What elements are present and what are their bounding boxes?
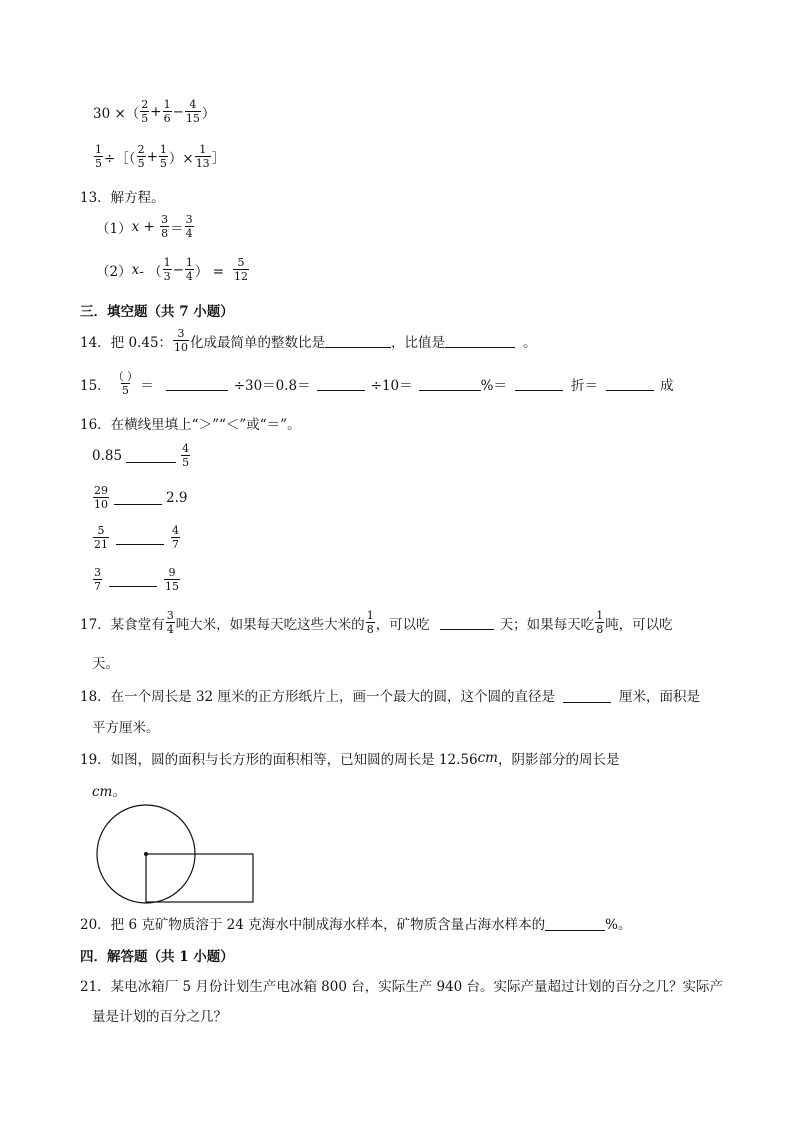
label: （1） (96, 220, 132, 237)
answer-blank[interactable] (515, 376, 563, 391)
text: ÷［（ (104, 150, 136, 167)
answer-blank[interactable] (116, 530, 164, 545)
plus-sign: + (150, 103, 162, 120)
fraction: $\frac{1}{8}$ (366, 609, 374, 636)
compare-row-3 (92, 524, 181, 551)
fraction: $\frac{4}{15}$ (185, 98, 200, 125)
fraction: $\frac{2}{5}$ (141, 98, 149, 125)
question-14: 14．把 0.45： $\frac{3}{10}$ 化成最简单的整数比是 ，比值是 。 (80, 327, 537, 354)
fraction: $\frac{3}{8}$ (161, 213, 169, 240)
answer-blank[interactable] (563, 688, 611, 703)
fraction: $\frac{29}{10}$ (94, 484, 108, 511)
answer-blank[interactable] (109, 572, 157, 587)
variable: x (131, 261, 140, 278)
minus-sign: − (172, 103, 184, 120)
center-point (144, 852, 148, 856)
label: （2） (96, 263, 132, 280)
fraction: $\frac{1}{3}$ (163, 256, 171, 283)
question-17: 17．某食堂有 $\frac{3}{4}$ 吨大米，如果每天吃这些大米的 $\frac{1}{8}$ ，可以吃 天；如果每天吃 $\frac{1}{8}$ 吨，可以吃 (80, 609, 673, 636)
unit: cm (477, 750, 498, 766)
text: ］ (211, 150, 226, 167)
answer-blank[interactable] (126, 448, 176, 463)
question-18-continued: 平方厘米。 (92, 720, 160, 736)
question-21-continued: 量是计划的百分之几？ (92, 1009, 227, 1025)
text: 30 ×（ (93, 105, 140, 122)
answer-blank[interactable] (325, 333, 391, 348)
equation-2: （2） x - （ $\frac{1}{3}$ − $\frac{1}{4}$ ） = $\frac{5}{12}$ (96, 256, 248, 283)
equation-1: （1） x + $\frac{3}{8}$ ＝ $\frac{3}{4}$ (96, 213, 193, 240)
fraction: $\frac{5}{12}$ (234, 256, 248, 283)
question-19: 19．如图，圆的面积与长方形的面积相等，已知圆的周长是 12.56 cm ，阴影部分的周长是 (80, 750, 620, 768)
compare-row-2: $\frac{29}{10}$ 2.9 (94, 484, 188, 511)
answer-blank[interactable] (419, 376, 481, 391)
fraction: $\frac{3}{7}$ (94, 566, 101, 593)
question-21: 21．某电冰箱厂 5 月份计划生产电冰箱 800 台，实际生产 940 台。实际产量超过计划的百分之几？实际产 (80, 979, 724, 995)
fraction: $\frac{3}{4}$ (185, 213, 193, 240)
fraction: $\frac{1}{6}$ (163, 98, 171, 125)
calc-expression-2 (93, 143, 225, 170)
fraction: $\frac{3}{10}$ (174, 327, 189, 354)
variable: x (131, 218, 140, 235)
fraction: $\frac{9}{15}$ (165, 566, 179, 593)
fraction: $\frac{5}{21}$ (94, 524, 108, 551)
question-15: 15． $\frac{( )}{5}$ ＝ ÷30＝0.8＝ ÷10＝ %＝ 折＝ 成 (80, 370, 674, 397)
question-17-continued: 天。 (92, 656, 119, 672)
fraction: $\frac{4}{7}$ (172, 524, 179, 551)
question-18: 18．在一个周长是 32 厘米的正方形纸片上，画一个最大的圆，这个圆的直径是 厘米，面积是 (80, 689, 700, 705)
answer-blank[interactable] (114, 490, 162, 505)
fraction: $\frac{1}{5}$ (95, 143, 102, 170)
answer-blank[interactable] (545, 916, 605, 931)
calc-expression-1 (93, 98, 215, 125)
section-heading-3: 三．填空题（共 7 小题） (80, 304, 234, 320)
question-19-continued: cm。 (92, 784, 126, 800)
text: ）× (168, 150, 194, 167)
fraction: $\frac{4}{5}$ (182, 442, 190, 469)
fraction: $\frac{1}{13}$ (195, 143, 210, 170)
answer-blank[interactable] (440, 615, 494, 630)
fraction: $\frac{3}{4}$ (166, 609, 174, 636)
answer-blank[interactable] (317, 376, 365, 391)
rectangle-shape (146, 854, 253, 902)
compare-row-4 (92, 566, 181, 593)
question-20: 20．把 6 克矿物质溶于 24 克海水中制成海水样本，矿物质含量占海水样本的 %。 (80, 917, 632, 933)
question-13-title: 13．解方程。 (80, 190, 165, 206)
fraction: $\frac{1}{8}$ (596, 609, 604, 636)
plus-sign: + (146, 148, 158, 165)
text: ） (201, 105, 216, 122)
fraction: $\frac{( )}{5}$ (112, 370, 139, 397)
fraction: $\frac{1}{4}$ (185, 256, 193, 283)
answer-blank[interactable] (606, 376, 654, 391)
answer-blank[interactable] (445, 333, 515, 348)
fraction: $\frac{1}{5}$ (159, 143, 167, 170)
answer-blank[interactable] (166, 376, 228, 391)
circle-rectangle-figure (90, 804, 260, 908)
section-heading-4: 四．解答题（共 1 小题） (80, 949, 234, 965)
fraction: $\frac{2}{5}$ (137, 143, 145, 170)
compare-row-1: 0.85 $\frac{4}{5}$ (92, 442, 190, 469)
question-16-title: 16．在横线里填上“＞”“＜”或“＝”。 (80, 417, 301, 433)
